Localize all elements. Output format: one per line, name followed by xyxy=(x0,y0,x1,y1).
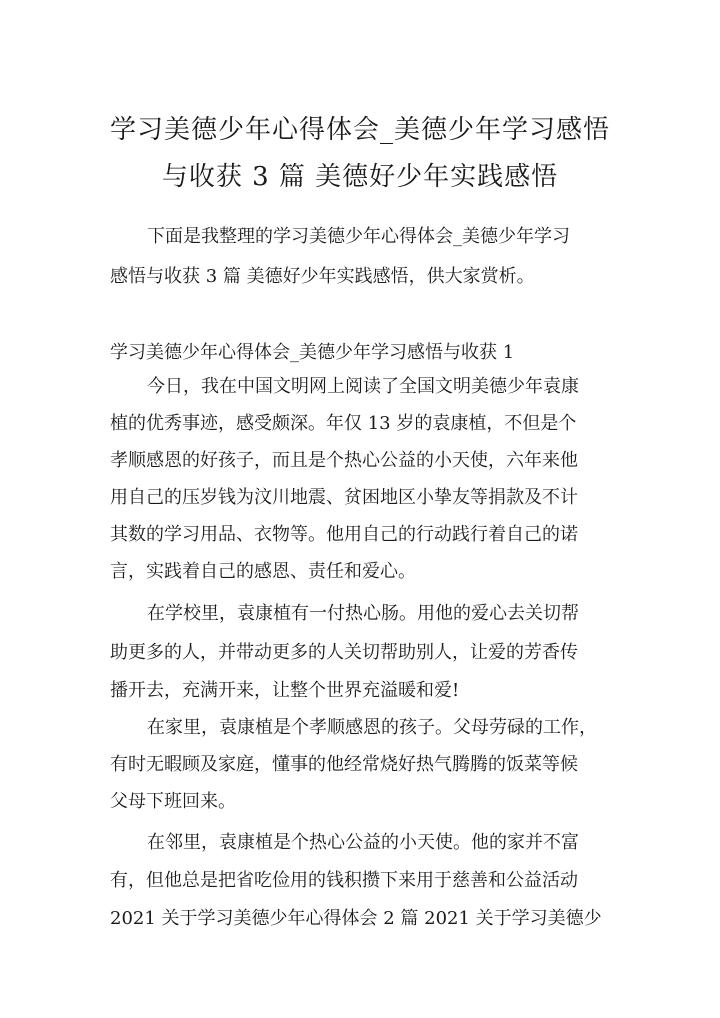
paragraph-line: 父母下班回来。 xyxy=(110,791,236,812)
paragraph-line: 孝顺感恩的好孩子，而且是个热心公益的小天使，六年来他 xyxy=(110,450,578,471)
paragraph-line: 用自己的压岁钱为汶川地震、贫困地区小挚友等捐款及不计 xyxy=(110,487,578,508)
paragraph-line: 助更多的人，并带动更多的人关切帮助别人，让爱的芳香传 xyxy=(110,642,578,663)
document-title-line-2: 与收获 3 篇 美德好少年实践感悟 xyxy=(161,162,559,192)
paragraph-line: 在学校里，袁康植有一付热心肠。用他的爱心去关切帮 xyxy=(147,603,579,624)
intro-line: 感悟与收获 3 篇 美德好少年实践感悟，供大家赏析。 xyxy=(110,266,535,287)
paragraph-line: 在邻里，袁康植是个热心公益的小天使。他的家并不富 xyxy=(147,832,579,853)
document-title-line-1: 学习美德少年心得体会_美德少年学习感悟 xyxy=(109,115,610,145)
paragraph-line: 言，实践着自己的感恩、责任和爱心。 xyxy=(110,561,416,582)
paragraph-line: 在家里，袁康植是个孝顺感恩的孩子。父母劳碌的工作， xyxy=(147,717,597,738)
paragraph-line: 有时无暇顾及家庭，懂事的他经常烧好热气腾腾的饭菜等候 xyxy=(110,754,578,775)
paragraph-line: 有，但他总是把省吃俭用的钱积攒下来用于慈善和公益活动 xyxy=(110,870,578,891)
paragraph-line: 2021 关于学习美德少年心得体会 2 篇 2021 关于学习美德少 xyxy=(110,908,602,929)
section-heading: 学习美德少年心得体会_美德少年学习感悟与收获 1 xyxy=(110,342,515,363)
paragraph-line: 播开去，充满开来，让整个世界充溢暖和爱! xyxy=(110,680,460,701)
paragraph-line: 其数的学习用品、衣物等。他用自己的行动践行着自己的诺 xyxy=(110,524,578,545)
paragraph-line: 今日，我在中国文明网上阅读了全国文明美德少年袁康 xyxy=(147,376,579,397)
intro-line: 下面是我整理的学习美德少年心得体会_美德少年学习 xyxy=(147,226,570,247)
paragraph-line: 植的优秀事迹，感受颇深。年仅 13 岁的袁康植，不但是个 xyxy=(110,413,577,434)
